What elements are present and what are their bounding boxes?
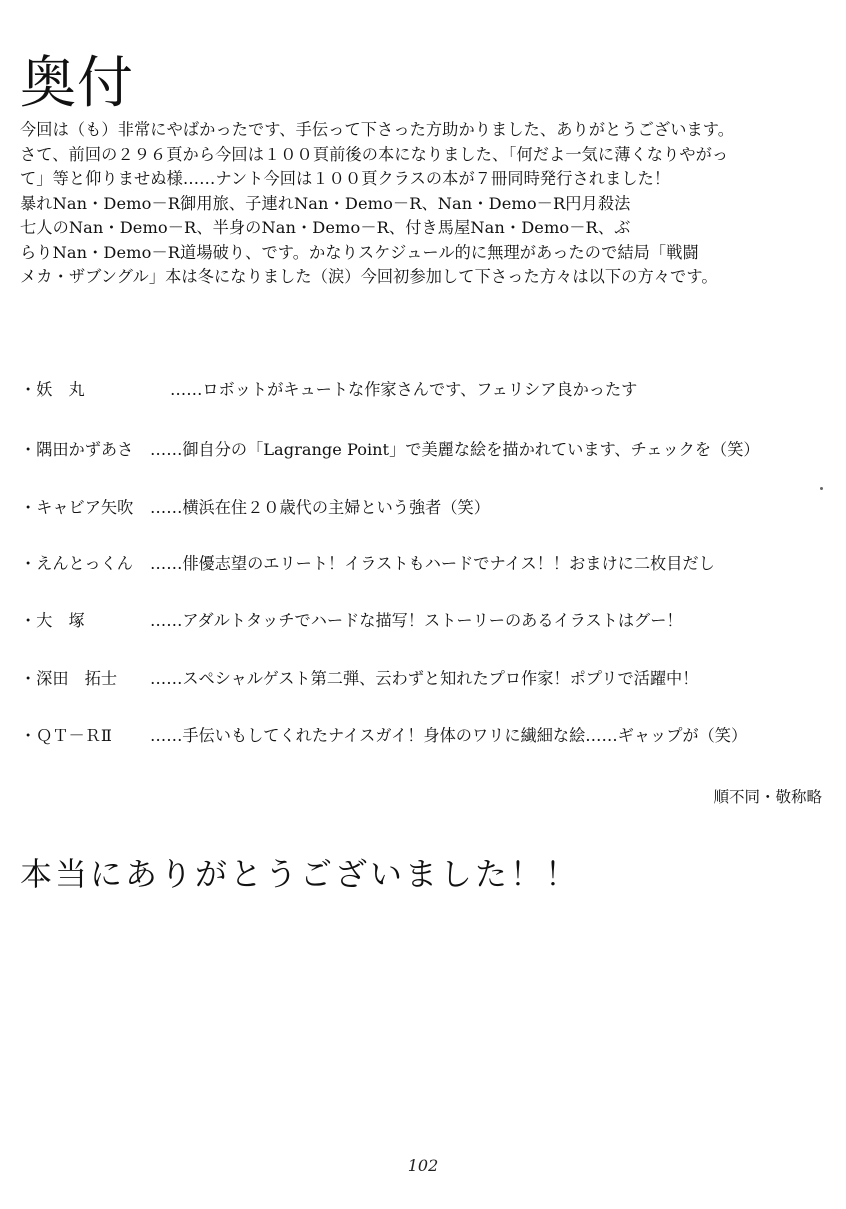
intro-line: 今回は（も）非常にやばかったです、手伝って下さった方助かりました、ありがとうございます。 bbox=[20, 120, 735, 139]
contributor-name: ・大 塚 bbox=[20, 611, 85, 630]
contributor-note: ……御自分の「Lagrange Point」で美麗な絵を描かれています、チェックを（笑） bbox=[150, 440, 760, 459]
contributor-entry bbox=[20, 377, 840, 403]
contributor-note: ……横浜在住２０歳代の主婦という強者（笑） bbox=[150, 498, 490, 517]
page-title: 奥付 bbox=[20, 51, 134, 116]
contributor-name: ・深田 拓士 bbox=[20, 669, 118, 688]
contributor-note: ……俳優志望のエリート！イラストもハードでナイス！！おまけに二枚目だし bbox=[150, 554, 715, 573]
contributor-entry bbox=[20, 723, 840, 749]
contributor-note: ……手伝いもしてくれたナイスガイ！身体のワリに繊細な絵……ギャップが（笑） bbox=[150, 726, 748, 745]
contributor-entry bbox=[20, 437, 840, 463]
contributor-entry bbox=[20, 551, 840, 577]
scan-speck bbox=[820, 487, 823, 490]
intro-line: 七人のNan・Demo－R、半身のNan・Demo－R、付き馬屋Nan・Demo－R、ぶ bbox=[20, 218, 631, 237]
page-number: 102 bbox=[407, 1156, 439, 1175]
intro-paragraph bbox=[20, 118, 830, 290]
contributor-note: ……ロボットがキュートな作家さんです、フェリシア良かったす bbox=[170, 380, 638, 399]
contributor-name: ・妖 丸 bbox=[20, 380, 85, 399]
contributor-note: ……スペシャルゲスト第二弾、云わずと知れたプロ作家！ポプリで活躍中！ bbox=[150, 669, 699, 688]
intro-line: らりNan・Demo－R道場破り、です。かなりスケジュール的に無理があったので結局「戦闘 bbox=[20, 242, 699, 262]
order-note: 順不同・敬称略 bbox=[713, 788, 822, 806]
closing-message: 本当にありがとうございました！！ bbox=[20, 855, 581, 893]
intro-line: メカ・ザブングル」本は冬になりました（涙）今回初参加して下さった方々は以下の方々です。 bbox=[20, 267, 718, 286]
intro-line: さて、前回の２９６頁から今回は１００頁前後の本になりました、「何だよ一気に薄くなりやがっ bbox=[20, 144, 729, 164]
contributor-entry bbox=[20, 666, 840, 692]
contributor-entry bbox=[20, 495, 840, 521]
contributor-note: ……アダルトタッチでハードな描写！ストーリーのあるイラストはグー！ bbox=[150, 611, 683, 630]
contributor-name: ・ＱＴ－ＲⅡ bbox=[20, 726, 112, 745]
intro-line: て」等と仰りませぬ様……ナント今回は１００頁クラスの本が７冊同時発行されました！ bbox=[20, 169, 671, 188]
contributor-name: ・キャビア矢吹 bbox=[20, 498, 134, 517]
contributor-name: ・隅田かずあさ bbox=[20, 440, 134, 459]
contributor-name: ・えんとっくん bbox=[20, 554, 133, 573]
contributor-entry bbox=[20, 608, 840, 634]
intro-line: 暴れNan・Demo－R御用旅、子連れNan・Demo－R、Nan・Demo－R円月殺法 bbox=[20, 193, 631, 213]
